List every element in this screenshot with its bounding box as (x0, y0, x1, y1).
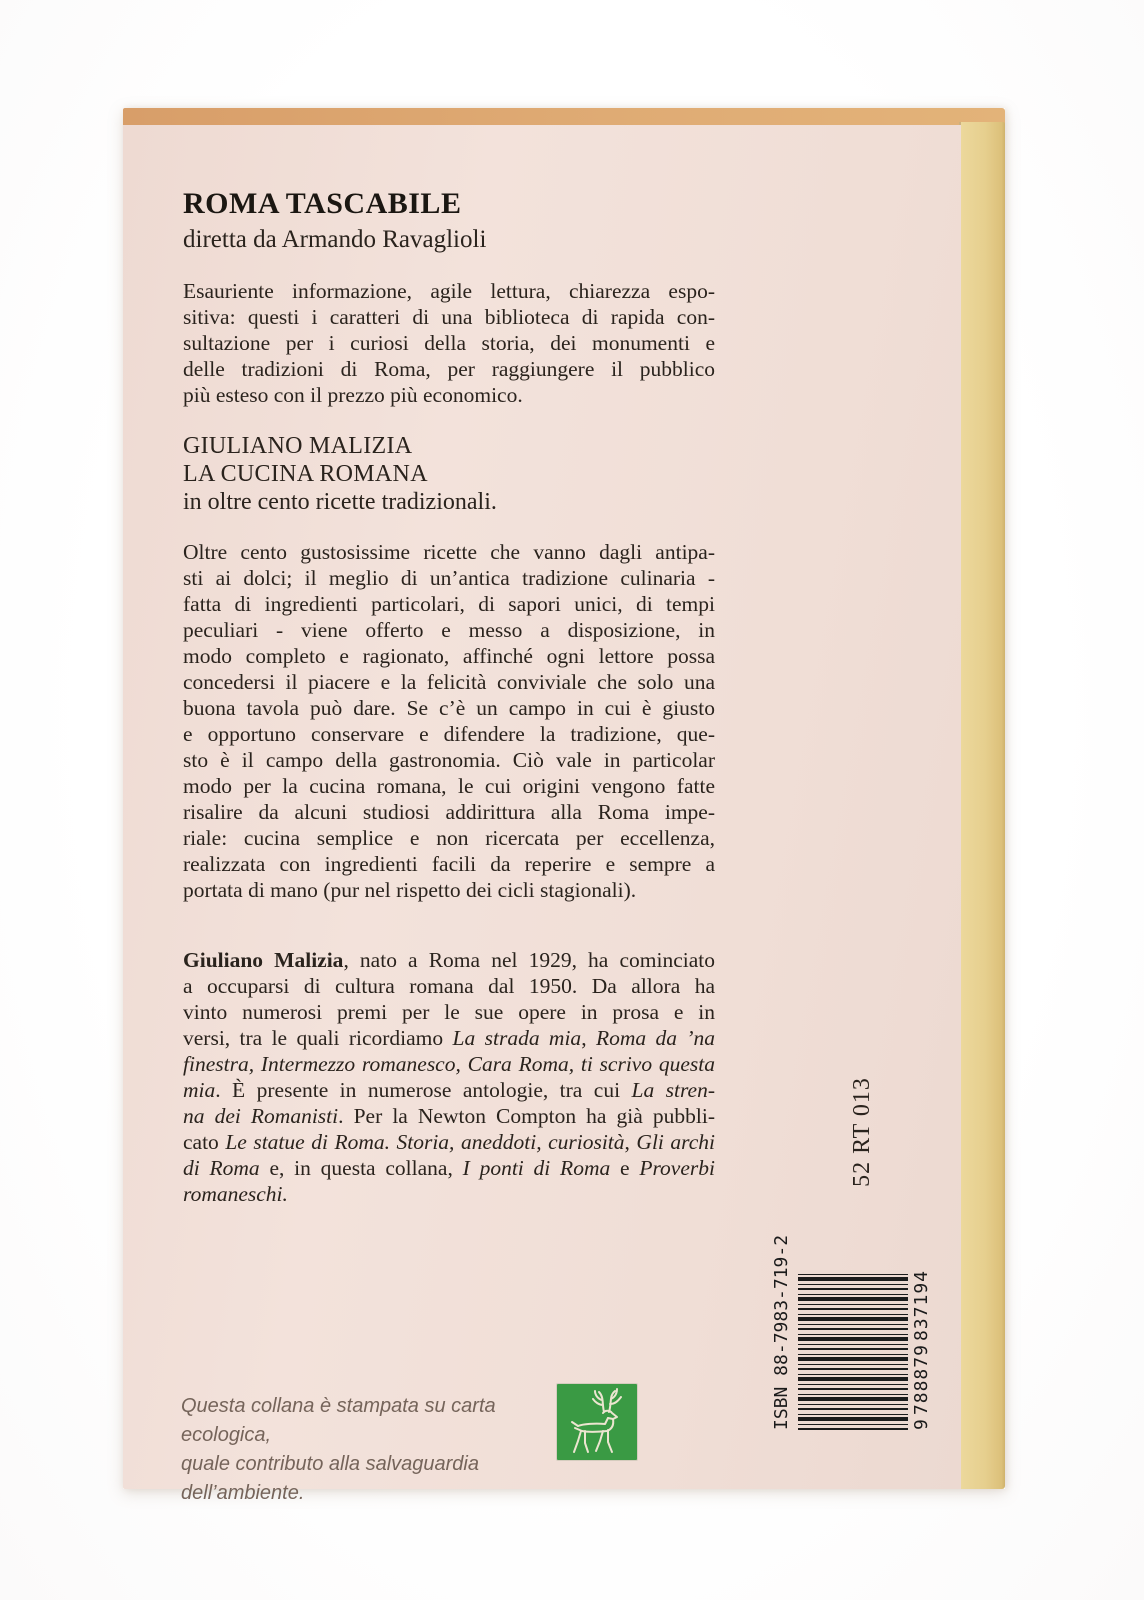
book-title: LA CUCINA ROMANA (183, 461, 428, 487)
ean-group-2: 837194 (911, 1270, 932, 1342)
eco-publisher-logo (557, 1384, 637, 1460)
top-page-edge (123, 108, 1005, 126)
series-catalog-code: 52 RT 013 (849, 1077, 875, 1187)
eco-paper-note: Questa collana è stampata su carta ecologica, quale contributo alla salvaguardia dell’ambiente. (181, 1395, 496, 1504)
isbn-number: ISBN 88-7983-719-2 (771, 1234, 792, 1430)
author-bio: Giuliano Malizia, nato a Roma nel 1929, ha cominciato a occuparsi di cultura romana dal 1950. Da allora ha vinto numerosi premi per le sue opere in prosa e in versi, tra le quali ricordiamo La strada mia, Roma da ’na finestra, Intermezzo romanesco, Cara Roma, ti scrivo questa mia. È presente in numerose antologie, tra cui La stren- na dei Romanisti. Per la Newton Compton ha già pubbli- cato Le statue di Roma. Storia, aneddoti, curiosità, Gli archi di Roma e, in questa collana, I ponti di Roma e Proverbi romaneschi. (183, 948, 715, 1206)
series-description: Esauriente informazione, agile lettura, chiarezza espo- sitiva: questi i caratteri di una biblioteca di rapida con- sultazione per i curiosi della storia, dei monumenti e delle tradizioni di Roma, per raggiungere il pubblico più esteso con il prezzo più economico. (183, 279, 715, 407)
isbn-barcode-block (770, 1234, 950, 1430)
ean-group-1: 788879 (911, 1344, 932, 1416)
barcode-bars (798, 1270, 908, 1430)
ean-number (911, 1270, 933, 1430)
book-subtitle: in oltre cento ricette tradizionali. (183, 489, 497, 515)
book-blurb: Oltre cento gustosissime ricette che vanno dagli antipa- sti ai dolci; il meglio di un’antica tradizione culinaria - fatta di ingredienti particolari, di sapori unici, di tempi peculiari - viene offerto e messo a disposizione, in modo completo e ragionato, affinché ogni lettore possa concedersi il piacere e la felicità conviviale che solo una buona tavola può dare. Se c’è un campo in cui è giusto e opportuno conservare e difendere la tradizione, que- sto è il campo della gastronomia. Ciò vale in particolar modo per la cucina romana, le cui origini vengono fatte risalire da alcuni studiosi addirittura alla Roma impe- riale: cucina semplice e non ricercata per eccellenza, realizzata con ingredienti facili da reperire e sempre a portata di mano (pur nel rispetto dei cicli stagionali). (183, 540, 715, 902)
back-cover-surface (123, 125, 961, 1504)
right-page-edge (959, 122, 1005, 1489)
book-heading-block (183, 432, 715, 516)
series-title: ROMA TASCABILE (183, 187, 462, 220)
book-back-cover (123, 108, 1005, 1504)
series-editor-line: diretta da Armando Ravaglioli (183, 226, 487, 253)
book-author: GIULIANO MALIZIA (183, 433, 413, 459)
reindeer-icon (557, 1384, 637, 1460)
ean-prefix-digit: 9 (911, 1418, 932, 1430)
cover-text-column (183, 186, 715, 1207)
